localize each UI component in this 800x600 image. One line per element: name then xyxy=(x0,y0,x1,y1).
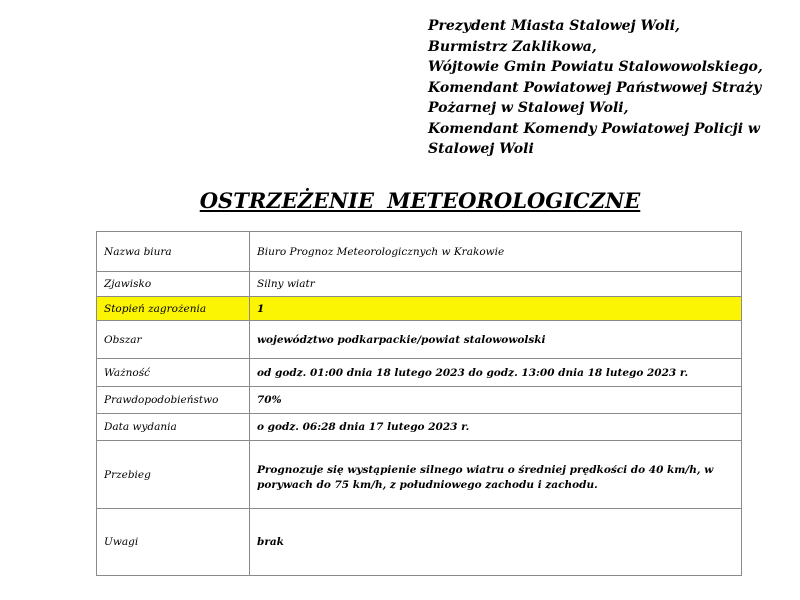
row-value: od godz. 01:00 dnia 18 lutego 2023 do godz. 13:00 dnia 18 lutego 2023 r. xyxy=(250,359,742,387)
recipient-line: Komendant Komendy Powiatowej Policji w xyxy=(428,120,760,137)
recipient-line: Prezydent Miasta Stalowej Woli, xyxy=(428,18,680,34)
row-label: Stopień zagrożenia xyxy=(97,297,250,321)
recipient-line: Wójtowie Gmin Powiatu Stalowowolskiego, xyxy=(428,59,763,75)
row-value: 1 xyxy=(250,297,742,321)
row-label: Uwagi xyxy=(97,509,250,576)
row-label: Nazwa biura xyxy=(97,232,250,272)
row-label: Obszar xyxy=(97,321,250,359)
row-value: Prognozuje się wystąpienie silnego wiatru o średniej prędkości do 40 km/h, w porywach do 75 km/h, z południowego zachodu i zachodu. xyxy=(250,441,742,509)
row-value: województwo podkarpackie/powiat stalowowolski xyxy=(250,321,742,359)
row-value: Biuro Prognoz Meteorologicznych w Krakowie xyxy=(250,232,742,272)
recipients-block xyxy=(428,16,778,160)
row-value: Silny wiatr xyxy=(250,272,742,297)
table-row-office xyxy=(97,232,742,272)
table-row-threat-level xyxy=(97,297,742,321)
table-row-probability xyxy=(97,387,742,414)
row-label: Prawdopodobieństwo xyxy=(97,387,250,414)
table-row-area xyxy=(97,321,742,359)
row-label: Ważność xyxy=(97,359,250,387)
recipient-line: Burmistrz Zaklikowa, xyxy=(428,38,597,55)
warning-table xyxy=(96,231,742,576)
recipient-line: Stalowej Woli xyxy=(428,141,534,157)
row-label: Data wydania xyxy=(97,414,250,441)
row-value: brak xyxy=(250,509,742,576)
table-row-validity xyxy=(97,359,742,387)
document-title: OSTRZEŻENIE METEOROLOGICZNE xyxy=(199,188,641,213)
table-row-phenomenon xyxy=(97,272,742,297)
row-value: o godz. 06:28 dnia 17 lutego 2023 r. xyxy=(250,414,742,441)
table-row-issue-date xyxy=(97,414,742,441)
recipient-line: Komendant Powiatowej Państwowej Straży xyxy=(428,79,762,96)
table-row-course xyxy=(97,441,742,509)
row-label: Przebieg xyxy=(97,441,250,509)
recipient-line: Pożarnej w Stalowej Woli, xyxy=(428,100,629,116)
row-value: 70% xyxy=(250,387,742,414)
row-label: Zjawisko xyxy=(97,272,250,297)
table-row-remarks xyxy=(97,509,742,576)
